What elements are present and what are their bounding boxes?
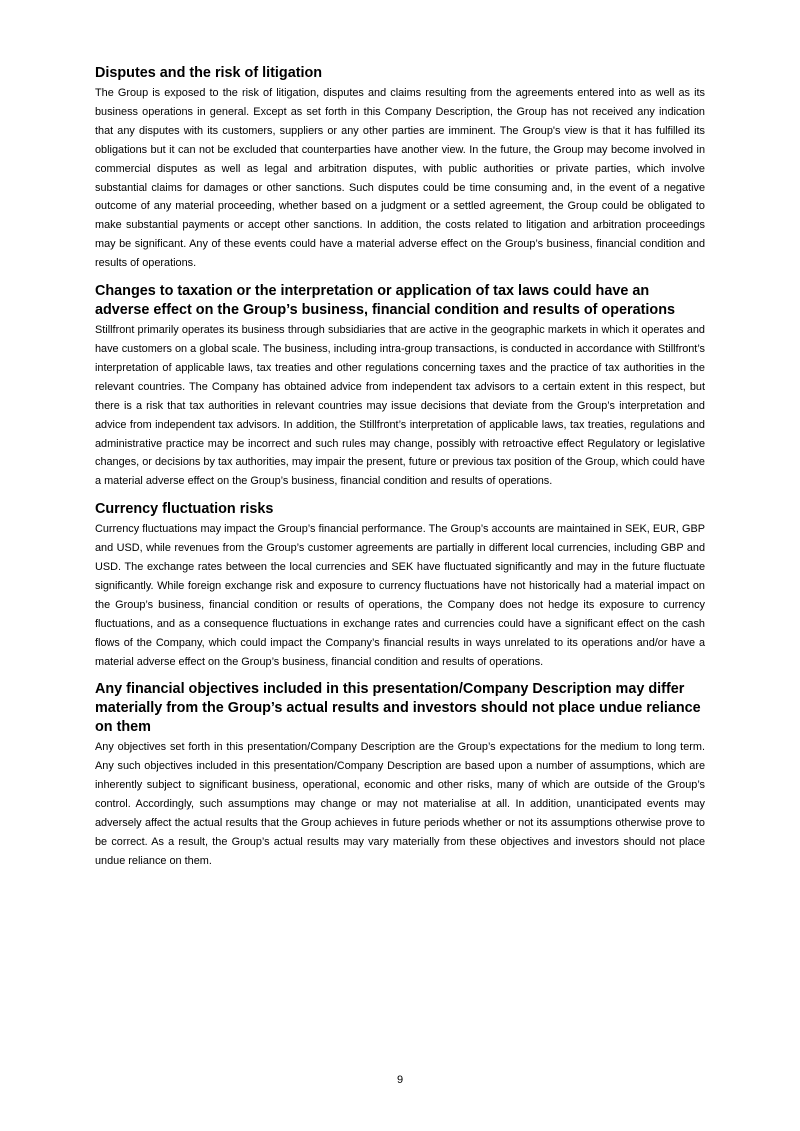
- section-currency: [95, 500, 705, 671]
- section-heading: Currency fluctuation risks: [95, 501, 274, 518]
- section-disputes: [95, 64, 705, 273]
- page-number: 9: [396, 1074, 404, 1086]
- section-taxation: [95, 282, 705, 491]
- section-heading: Any financial objectives included in this presentation/Company Description may differ materially from the Group’s actual results and investors should not place undue reliance on them: [95, 681, 701, 736]
- section-body: Stillfront primarily operates its business through subsidiaries that are active in the geographic markets in which it operates and have customers on a global scale. The business, including intra-group transactions, is conducted in accordance with Stillfront’s interpretation of applicable laws, tax treaties and other regulations concerning taxes and the practice of tax authorities in the relevant countries. The Company has obtained advice from independent tax advisors to a certain extent in this respect, but there is a risk that tax authorities in relevant countries may issue decisions that deviate from the Group’s interpretation and advice from independent tax advisors. In addition, the Stillfront’s interpretation of applicable laws, tax treaties, regulations and administrative practice may be incorrect and such rules may change, possibly with retroactive effect Regulatory or legislative changes, or decisions by tax authorities, may impair the present, future or previous tax position of the Group, which could have a material adverse effect on the Group’s business, financial condition and results of operations.: [95, 324, 705, 488]
- section-body: The Group is exposed to the risk of litigation, disputes and claims resulting from the agreements entered into as well as its business operations in general. Except as set forth in this Company Description, the Group has not received any indication that any disputes with its customers, suppliers or any other parties are imminent. The Group's view is that it has fulfilled its obligations but it can not be excluded that counterparties have another view. In the future, the Group may become involved in commercial disputes as well as legal and arbitration disputes, with public authorities or private parties, which involve substantial claims for damages or other sanctions. Such disputes could be time consuming and, in the event of a negative outcome of any material proceeding, whether based on a judgment or a settled agreement, the Group could be obligated to make substantial payments or accept other sanctions. In addition, the costs related to litigation and arbitration proceedings may be significant. Any of these events could have a material adverse effect on the Group’s business, financial condition and results of operations.: [95, 87, 705, 270]
- section-financial-objectives: [95, 680, 705, 870]
- section-heading: Changes to taxation or the interpretation or application of tax laws could have an adverse effect on the Group’s business, financial condition and results of operations: [95, 283, 675, 319]
- document-page: [95, 64, 705, 880]
- section-body: Currency fluctuations may impact the Group’s financial performance. The Group’s accounts are maintained in SEK, EUR, GBP and USD, while revenues from the Group’s customer agreements are partially in different local currencies, including GBP and USD. The exchange rates between the local currencies and SEK have fluctuated significantly and may in the future fluctuate significantly. While foreign exchange risk and exposure to currency fluctuations have not historically had a material impact on the Group’s business, financial condition or results of operations, the Company does not hedge its exposure to currency fluctuations, and as a consequence fluctuations in exchange rates and currencies could have a significant effect on the cash flows of the Company, which could impact the Company’s financial results in ways unrelated to its operations and/or have a material adverse effect on the Group’s business, financial condition and results of operations.: [95, 523, 705, 668]
- section-heading: Disputes and the risk of litigation: [95, 65, 323, 81]
- section-body: Any objectives set forth in this presentation/Company Description are the Group’s expectations for the medium to long term. Any such objectives included in this presentation/Company Description are based upon a number of assumptions, which are inherently subject to significant business, operational, economic and other risks, many of which are outside of the Group’s control. Accordingly, such assumptions may change or may not materialise at all. In addition, unanticipated events may adversely affect the actual results that the Group achieves in future periods whether or not its assumptions otherwise prove to be correct. As a result, the Group’s actual results may vary materially from these objectives and investors should not place undue reliance on them.: [95, 741, 705, 867]
